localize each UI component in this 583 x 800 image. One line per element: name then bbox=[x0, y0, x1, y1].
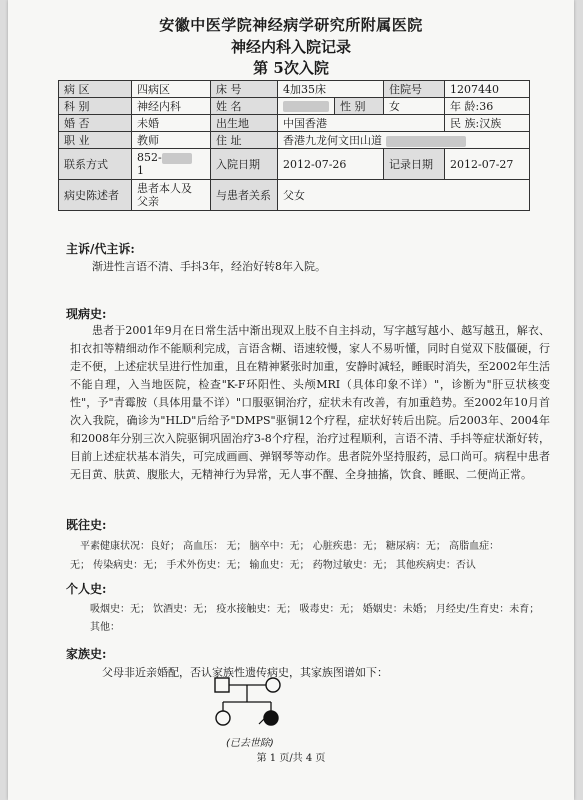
address-label: 住 址 bbox=[211, 132, 278, 149]
record-page bbox=[8, 0, 574, 800]
job-label: 职 业 bbox=[59, 132, 132, 149]
marital-value: 未婚 bbox=[132, 115, 211, 132]
ethnicity-value: :汉族 bbox=[475, 117, 502, 130]
family-pedigree-chart bbox=[203, 672, 313, 734]
present-illness-text: 患者于2001年9月在日常生活中渐出现双上肢不自主抖动，写字越写越小、越写越丑，解衣、扣衣扣等精细动作不能顺利完成，言语含糊、语速较慢，家人不易听懂，同时自觉双下肢僵硬，行走不便，上述症状呈进行性加重，且在精神紧张时加重，安静时减轻，睡眠时消失，至2002年生活不能自理，入当地医院，检查"K-F环阳性、头颅MRI（具体印象不详）"，诊断为"肝豆状核变性"，予"青霉胺（具体用量不详）"口服驱铜治疗，症状未有改善，有加重趋势。至2002年10月首次入我院，确诊为"HLD"后给予"DMPS"驱铜12个疗程，症状好转后出院。后2003年、2004年和2008年分别三次入院驱铜巩固治疗3-8个疗程，治疗过程顺利，言语不清、手抖等症状渐好转，目前上述症状基本消失，可完成画画、弹钢琴等动作。患者院外坚持服药，忌口尚可。病程中患者无目黄、肤黄、腹胀大，无精神行为异常，无人事不醒、全身抽搐，饮食、睡眠、二便尚正常。 bbox=[70, 324, 550, 481]
family-history-text: 父母非近亲婚配，否认家族性遗传病史，其家族图谱如下： bbox=[102, 666, 388, 679]
family-history-title: 家族史: bbox=[66, 647, 107, 661]
sex-label: 性 别 bbox=[335, 98, 384, 115]
redacted-block bbox=[162, 153, 192, 164]
address-value: 香港九龙何文田山道 bbox=[278, 132, 530, 149]
admit-date-label: 入院日期 bbox=[211, 149, 278, 180]
past-history-line-1: 平素健康状况：良好； 高血压： 无； 脑卒中：无； 心脏疾患：无； 糖尿病：无； 高脂血症： bbox=[80, 541, 500, 552]
mother-circle bbox=[266, 678, 280, 692]
dept-value: 神经内科 bbox=[132, 98, 211, 115]
age-label: 年 龄 bbox=[450, 100, 476, 113]
page-number: 第 1 页/共 4 页 bbox=[256, 753, 326, 764]
admission-no-label: 住院号 bbox=[384, 81, 445, 98]
ethnicity-label: 民 族 bbox=[450, 117, 476, 130]
redacted-block bbox=[386, 136, 466, 147]
contact-label: 联系方式 bbox=[59, 149, 132, 180]
contact-value: 852- 1 bbox=[132, 149, 211, 180]
bed-value: 4加35床 bbox=[278, 81, 384, 98]
age-value: :36 bbox=[475, 100, 494, 113]
marital-label: 婚 否 bbox=[59, 115, 132, 132]
admission-count: 第 5次入院 bbox=[253, 59, 329, 77]
personal-history-title: 个人史: bbox=[66, 582, 107, 596]
birthplace-value: 中国香港 bbox=[278, 115, 445, 132]
admit-date-value: 2012-07-26 bbox=[278, 149, 384, 180]
proband-circle-affected bbox=[264, 711, 278, 725]
father-square bbox=[215, 678, 229, 692]
handwritten-note: (已去世除) bbox=[226, 738, 274, 749]
dept-label: 科 别 bbox=[59, 98, 132, 115]
bed-label: 床 号 bbox=[211, 81, 278, 98]
sister-circle bbox=[216, 711, 230, 725]
sex-value: 女 bbox=[384, 98, 445, 115]
ward-label: 病 区 bbox=[59, 81, 132, 98]
chief-complaint-title: 主诉/代主诉: bbox=[66, 242, 135, 256]
personal-history-line-2: 其他： bbox=[90, 622, 120, 633]
name-value bbox=[278, 98, 335, 115]
patient-info-table bbox=[58, 80, 530, 211]
record-date-value: 2012-07-27 bbox=[445, 149, 530, 180]
admission-no-value: 1207440 bbox=[445, 81, 530, 98]
age-cell bbox=[445, 98, 530, 115]
past-history-title: 既往史: bbox=[66, 518, 107, 532]
relation-value: 父女 bbox=[278, 180, 530, 211]
record-title: 神经内科入院记录 bbox=[230, 38, 351, 56]
present-illness-title: 现病史: bbox=[66, 307, 107, 321]
job-value: 教师 bbox=[132, 132, 211, 149]
chief-complaint-text: 渐进性言语不清、手抖3年，经治好转8年入院。 bbox=[92, 260, 326, 273]
past-history-line-2: 无； 传染病史：无； 手术外伤史：无； 输血史：无； 药物过敏史：无； 其他疾病史：否认 bbox=[70, 560, 476, 571]
personal-history-line-1: 吸烟史：无； 饮酒史：无； 疫水接触史：无； 吸毒史：无； 婚姻史：未婚； 月经史/生育史：未育； bbox=[90, 604, 540, 615]
redacted-block bbox=[283, 101, 329, 112]
ward-value: 四病区 bbox=[132, 81, 211, 98]
narrator-value: 患者本人及 父亲 bbox=[132, 180, 211, 211]
birthplace-label: 出生地 bbox=[211, 115, 278, 132]
relation-label: 与患者关系 bbox=[211, 180, 278, 211]
narrator-label: 病史陈述者 bbox=[59, 180, 132, 211]
name-label: 姓 名 bbox=[211, 98, 278, 115]
ethnicity-cell bbox=[445, 115, 530, 132]
hospital-name: 安徽中医学院神经病学研究所附属医院 bbox=[159, 16, 423, 34]
record-date-label: 记录日期 bbox=[384, 149, 445, 180]
